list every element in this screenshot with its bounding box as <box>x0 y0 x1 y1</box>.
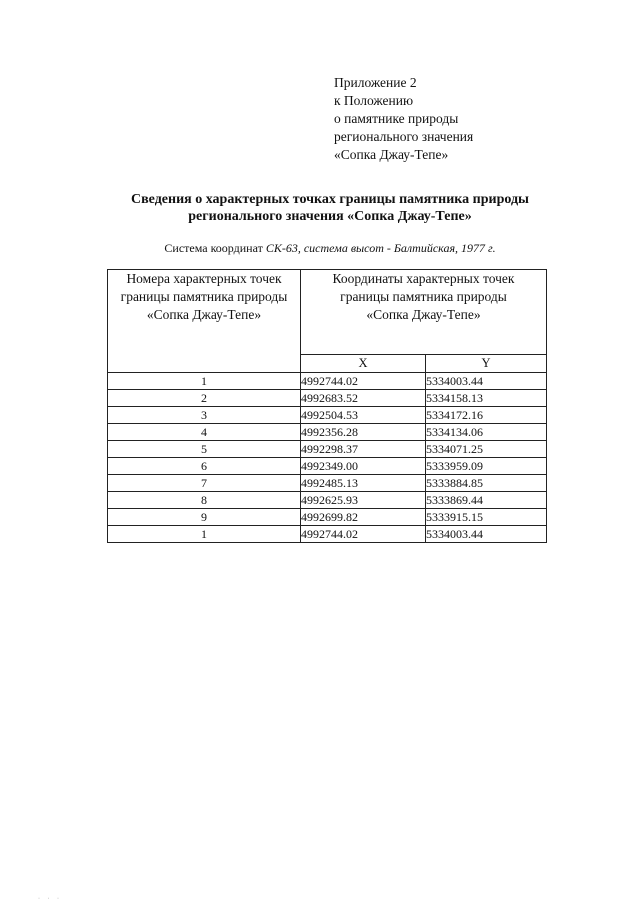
x-coordinate-cell: 4992485.13 <box>301 475 426 492</box>
point-number-cell: 2 <box>108 390 301 407</box>
appendix-line: регионального значения <box>334 129 474 144</box>
y-coordinate-cell: 5333884.85 <box>426 475 547 492</box>
x-coordinate-cell: 4992298.37 <box>301 441 426 458</box>
header-point-numbers <box>108 270 301 373</box>
header-text: границы памятника природы <box>120 289 288 304</box>
coordinate-system-note <box>60 241 600 256</box>
appendix-line: Приложение 2 <box>334 75 417 90</box>
table-row <box>108 390 547 407</box>
appendix-line: о памятнике природы <box>334 111 459 126</box>
header-coordinates <box>301 270 547 355</box>
header-text: Координаты характерных точек <box>332 271 515 286</box>
point-number-cell: 5 <box>108 441 301 458</box>
y-coordinate-cell: 5334071.25 <box>426 441 547 458</box>
point-number-cell: 6 <box>108 458 301 475</box>
point-number-cell: 1 <box>108 526 301 543</box>
y-coordinate-cell: 5333959.09 <box>426 458 547 475</box>
table-body <box>108 373 547 543</box>
table-row <box>108 526 547 543</box>
header-text: границы памятника природы <box>340 289 507 304</box>
y-coordinate-cell: 5334003.44 <box>426 373 547 390</box>
header-text: «Сопка Джау-Тепе» <box>146 307 262 322</box>
table-row <box>108 458 547 475</box>
y-coordinate-cell: 5333915.15 <box>426 509 547 526</box>
coordinates-table <box>107 269 547 543</box>
table-row <box>108 373 547 390</box>
coordinate-system-name: СК-63, система высот - Балтийская, 1977 г. <box>265 241 496 255</box>
point-number-cell: 4 <box>108 424 301 441</box>
point-number-cell: 1 <box>108 373 301 390</box>
coordinate-system-prefix: Система координат <box>164 241 266 255</box>
table-row <box>108 441 547 458</box>
title-line-2: регионального значения «Сопка Джау-Тепе» <box>188 209 472 224</box>
table-row <box>108 407 547 424</box>
y-coordinate-cell: 5334134.06 <box>426 424 547 441</box>
point-number-cell: 8 <box>108 492 301 509</box>
point-number-cell: 3 <box>108 407 301 424</box>
x-coordinate-cell: 4992625.93 <box>301 492 426 509</box>
header-text: «Сопка Джау-Тепе» <box>366 307 481 322</box>
y-coordinate-cell: 5334003.44 <box>426 526 547 543</box>
y-coordinate-cell: 5334158.13 <box>426 390 547 407</box>
x-coordinate-cell: 4992683.52 <box>301 390 426 407</box>
header-text: Номера характерных точек <box>126 271 282 286</box>
x-coordinate-cell: 4992504.53 <box>301 407 426 424</box>
appendix-line: к Положению <box>334 93 414 108</box>
header-y: Y <box>426 354 547 372</box>
point-number-cell: 9 <box>108 509 301 526</box>
scan-marks: · · · <box>38 896 62 902</box>
appendix-line: «Сопка Джау-Тепе» <box>334 147 449 162</box>
x-coordinate-cell: 4992699.82 <box>301 509 426 526</box>
y-coordinate-cell: 5333869.44 <box>426 492 547 509</box>
table-row <box>108 424 547 441</box>
x-coordinate-cell: 4992744.02 <box>301 373 426 390</box>
title-line-1: Сведения о характерных точках границы памятника природы <box>131 192 529 207</box>
point-number-cell: 7 <box>108 475 301 492</box>
y-coordinate-cell: 5334172.16 <box>426 407 547 424</box>
document-title <box>60 191 600 225</box>
appendix-note <box>334 74 473 164</box>
x-coordinate-cell: 4992349.00 <box>301 458 426 475</box>
x-coordinate-cell: 4992356.28 <box>301 424 426 441</box>
table-row <box>108 492 547 509</box>
table-row <box>108 509 547 526</box>
header-x: X <box>301 354 426 372</box>
x-coordinate-cell: 4992744.02 <box>301 526 426 543</box>
table-row <box>108 475 547 492</box>
